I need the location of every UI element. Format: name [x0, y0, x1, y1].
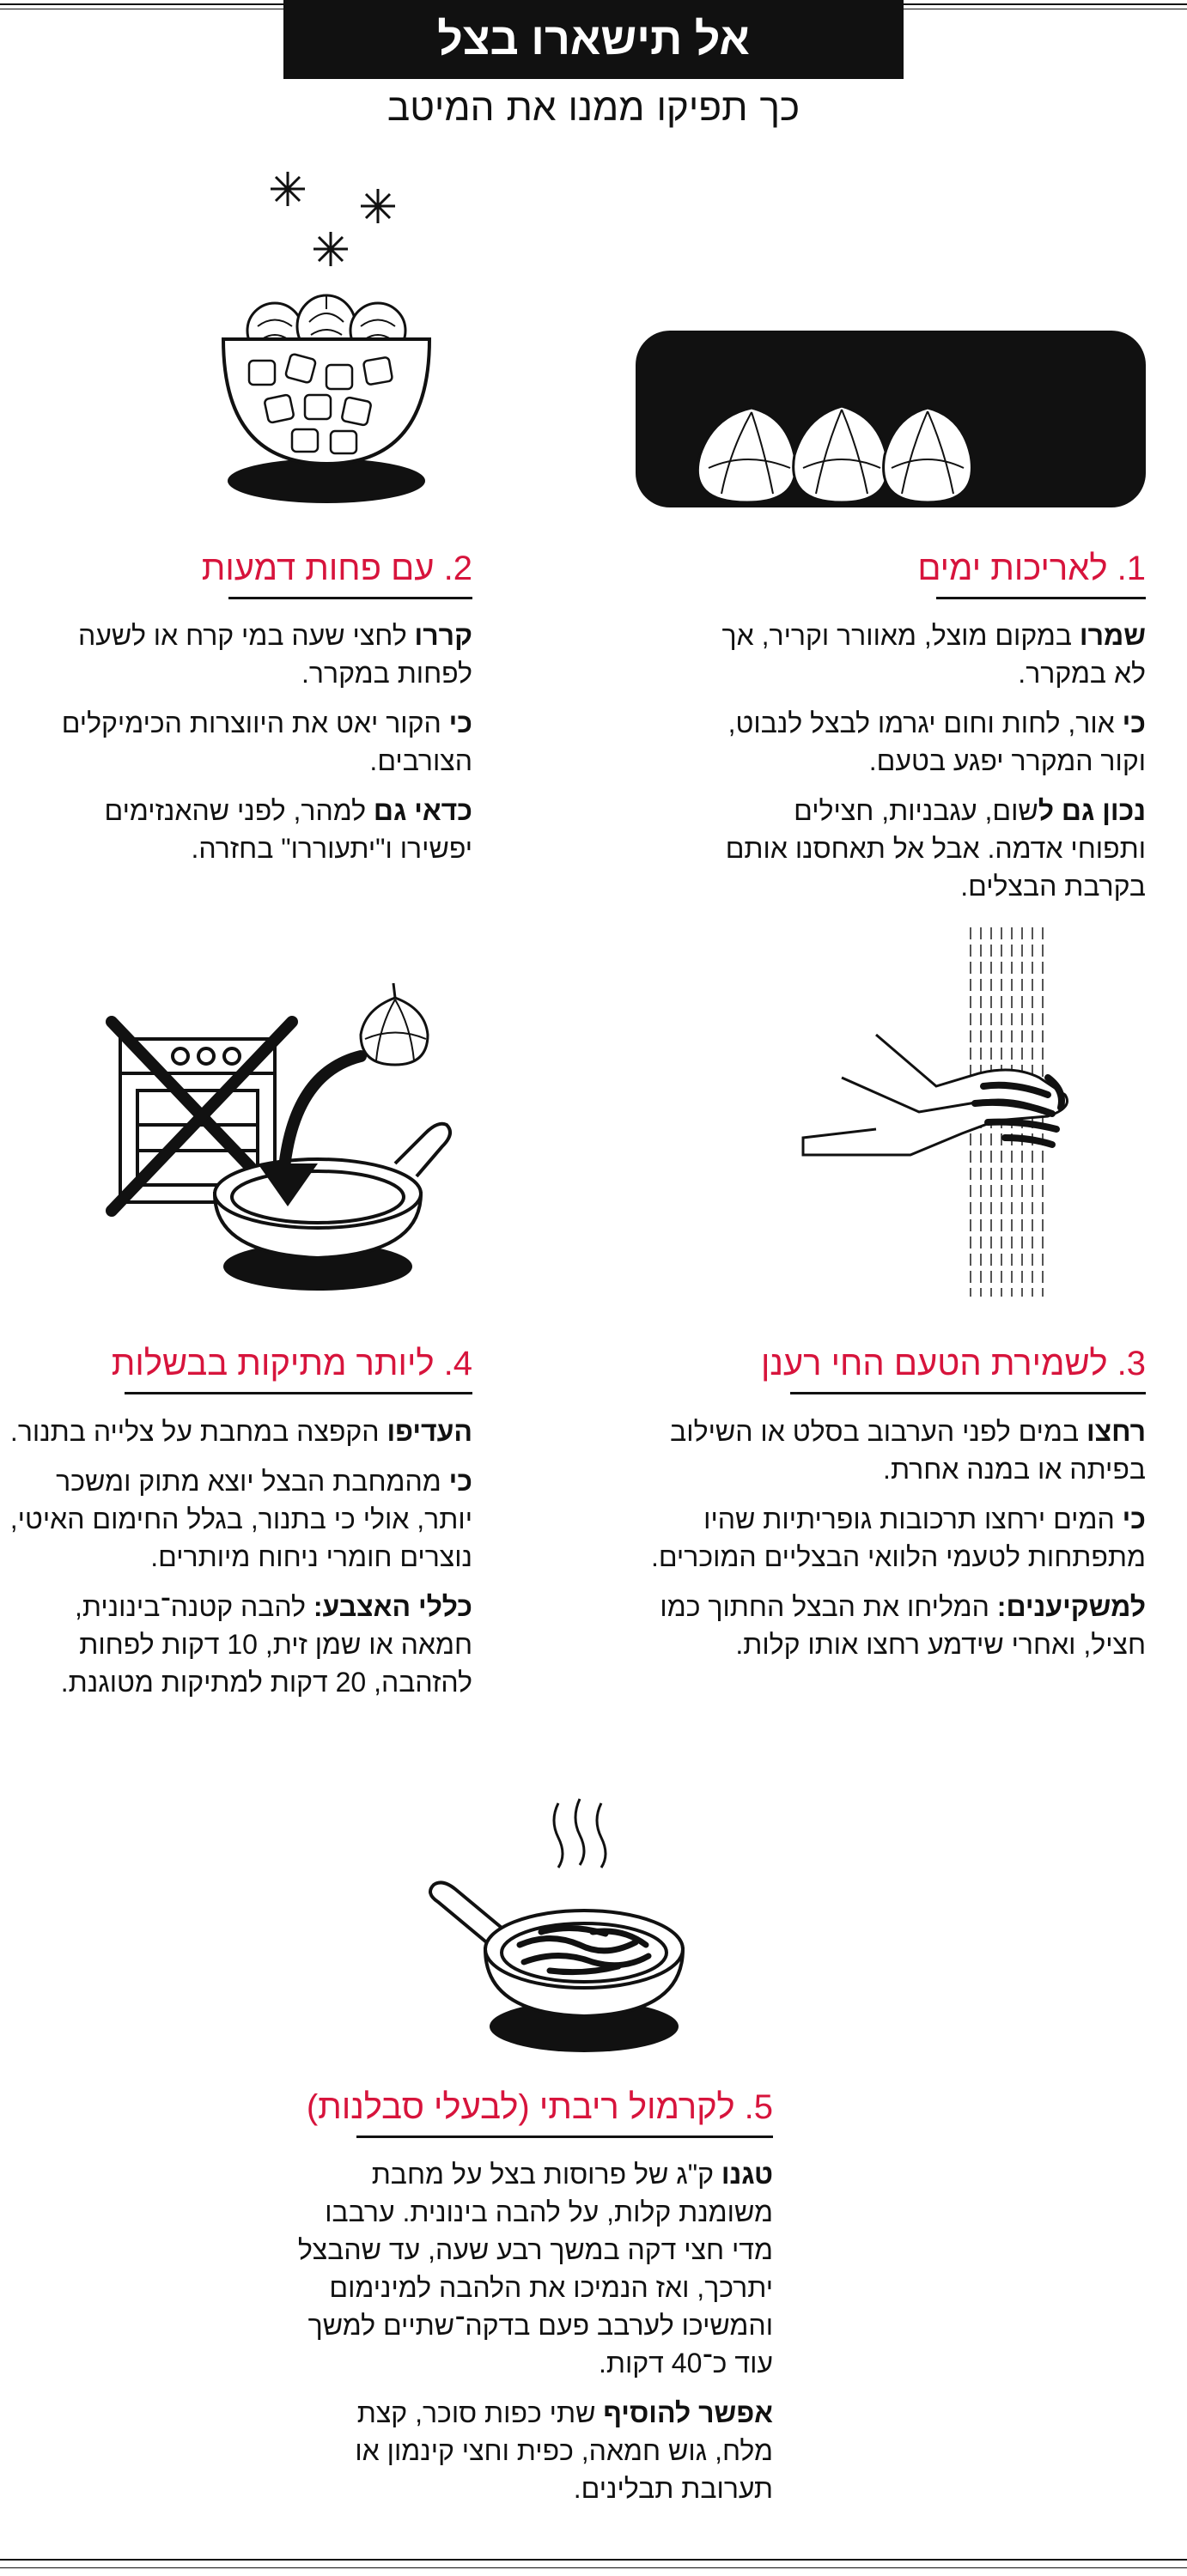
section-4-paragraph — [9, 1413, 472, 1450]
section-2-heading: 2. עם פחות דמעות — [228, 550, 472, 599]
crossed-oven-and-pan-icon — [103, 979, 498, 1297]
section-3-body — [636, 1413, 1146, 1675]
paragraph-lead: קררו — [414, 620, 472, 651]
paragraph-text: הקור יאט את היווצרות הכימיקלים הצורבים. — [61, 708, 472, 776]
section-3-paragraph — [636, 1588, 1146, 1663]
section-3-paragraph — [636, 1500, 1146, 1576]
paragraph-lead: אפשר להוסיף — [603, 2397, 773, 2428]
paragraph-text: מהמחבת הבצל יוצא מתוק ומשכר יותר, אולי כי בתנור, בגלל החימום האיטי, נוצרים חומרי ניחוח מיותרים. — [9, 1466, 472, 1572]
paragraph-lead: כדאי גם — [373, 795, 472, 826]
section-1-paragraph — [721, 617, 1146, 692]
section-4-heading: 4. ליותר מתיקות בבשלות — [125, 1345, 472, 1394]
paragraph-lead: כללי האצבע: — [313, 1591, 472, 1622]
paragraph-lead: כי — [448, 1466, 472, 1497]
paragraph-text: שום, עגבניות, חצילים ותפוחי אדמה. אבל אל תאחסנו אותם בקרבת הבצלים. — [725, 795, 1146, 902]
paragraph-lead: למשקיענים: — [996, 1591, 1146, 1622]
section-2-body — [52, 617, 472, 879]
section-1-paragraph — [721, 704, 1146, 780]
paragraph-text: ק"ג של פרוסות בצל על מחבת משומנת קלות, על להבה בינונית. ערבבו מדי חצי דקה במשך רבע שעה, עד שהבצל יתרכך, ואז הנמיכו את הלהבה למינימום והמשיכו לערבב פעם בדקה־שתיים למשך עוד כ־40 דקות. — [297, 2159, 773, 2379]
paragraph-text: הקפצה במחבת על צלייה בתנור. — [9, 1416, 387, 1447]
paragraph-lead: כי — [448, 708, 472, 738]
paragraph-lead: שמרו — [1079, 620, 1146, 651]
paragraph-lead: העדיפו — [387, 1416, 472, 1447]
hands-rinsing-under-water-icon — [790, 923, 1099, 1301]
paragraph-lead: רחצו — [1086, 1416, 1146, 1447]
section-1-heading: 1. לאריכות ימים — [936, 550, 1146, 599]
section-3-paragraph — [636, 1413, 1146, 1488]
section-1-paragraph — [721, 792, 1146, 905]
paragraph-text: המליחו את הבצל החתוך כמו חציל, ואחרי שידמע רחצו אותו קלות. — [660, 1591, 1146, 1660]
paragraph-text: להבה קטנה־בינונית, חמאה או שמן זית, 10 דקות לפחות להזהבה, 20 דקות למתיקות מטוגנת. — [60, 1591, 472, 1698]
page-subtitle: כך תפיקו ממנו את המיטב — [387, 86, 800, 130]
section-2-paragraph — [52, 617, 472, 692]
section-5-paragraph — [292, 2155, 773, 2382]
frying-pan-with-onions-icon — [421, 1795, 696, 2052]
page-title: אל תישארו בצל — [283, 0, 904, 79]
paragraph-text: אור, לחות וחום יגרמו לבצל לנבוט, וקור המקרר יפגע בטעם. — [727, 708, 1146, 776]
bottom-rule-thin — [0, 2567, 1187, 2568]
paragraph-text: במים לפני הערבוב בסלט או השילוב בפיתה או במנה אחרת. — [670, 1416, 1146, 1485]
paragraph-lead: כי — [1122, 708, 1146, 738]
section-4-paragraph — [9, 1462, 472, 1576]
bottom-rule — [0, 2559, 1187, 2561]
top-rule-right — [904, 3, 1187, 5]
section-5-heading: 5. לקרמול ריבתי (לבעלי סבלנות) — [356, 2088, 773, 2138]
section-5-body — [292, 2155, 773, 2519]
section-2-paragraph — [52, 792, 472, 867]
section-3-heading: 3. לשמירת הטעם החי רענן — [790, 1345, 1146, 1394]
paragraph-lead: טגנו — [721, 2159, 773, 2190]
top-rule-left — [0, 3, 283, 5]
paragraph-text: שתי כפות סוכר, קצת מלח, גוש חמאה, כפית וחצי קינמון או תערובת תבלינים. — [355, 2397, 773, 2504]
section-1-body — [721, 617, 1146, 917]
paragraph-lead: נכון גם ל — [1038, 795, 1146, 826]
section-5-paragraph — [292, 2394, 773, 2507]
paragraph-text: למהר, לפני שהאנזימים יפשירו ו"יתעוררו" בחזרה. — [104, 795, 472, 864]
onions-in-dark-storage-icon — [636, 331, 1146, 507]
paragraph-text: במקום מוצל, מאוורר וקריר, אך לא במקרר. — [721, 620, 1146, 689]
bowl-of-onions-and-ice-icon — [206, 163, 447, 507]
paragraph-lead: כי — [1122, 1504, 1146, 1534]
section-2-paragraph — [52, 704, 472, 780]
paragraph-text: לחצי שעה במי קרח או לשעה לפחות במקרר. — [77, 620, 472, 689]
section-4-paragraph — [9, 1588, 472, 1701]
paragraph-text: המים ירחצו תרכובות גופריתיות שהיו מתפתחות לטעמי הלוואי הבצליים המוכרים. — [650, 1504, 1146, 1572]
section-4-body — [9, 1413, 472, 1713]
